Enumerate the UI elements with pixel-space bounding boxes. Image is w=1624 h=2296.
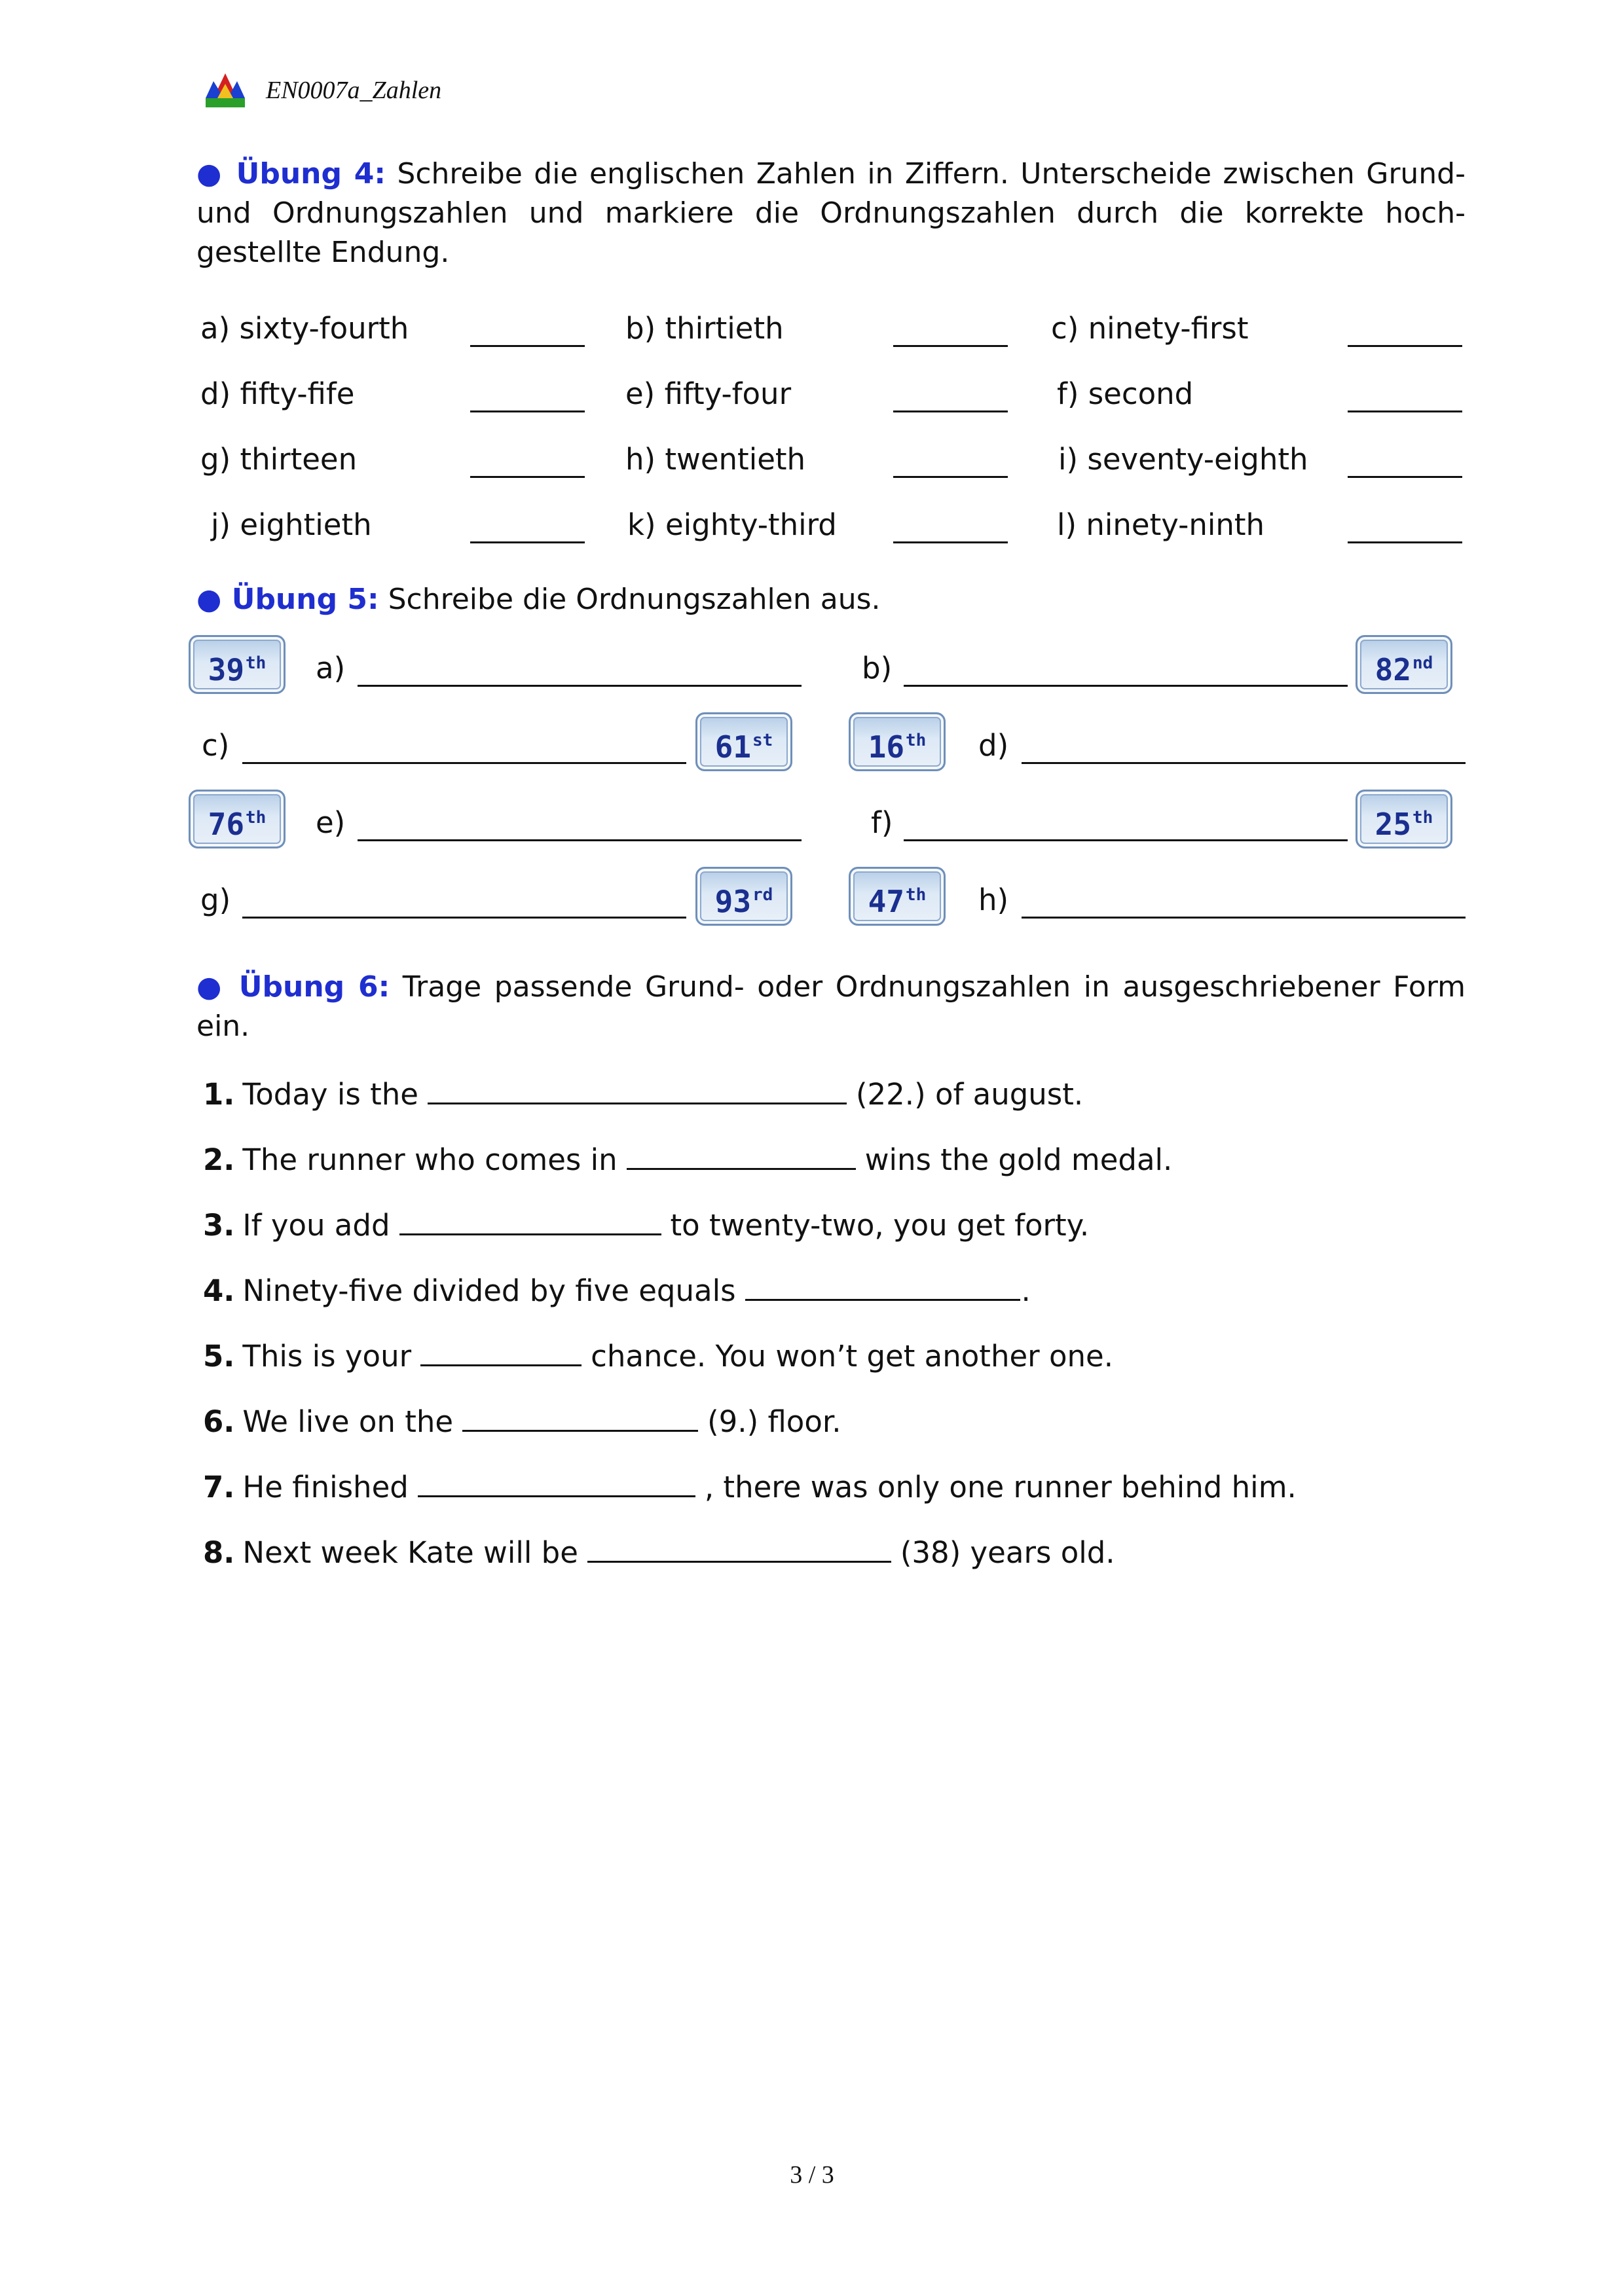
sentence-8: 8. Next week Kate will be (38) years old. — [203, 1532, 1115, 1570]
exercise-4-label: ● Übung 4: — [196, 157, 386, 191]
ordinal-box-g: 93rd — [695, 867, 792, 926]
sentence-4: 4. Ninety-five divided by five equals . — [203, 1270, 1031, 1308]
ordinal-box-b: 82nd — [1356, 635, 1452, 694]
ordinal-box-a: 39th — [189, 635, 286, 694]
ex5-label-b: b) — [862, 651, 893, 685]
ex4-answer-blank-d[interactable] — [470, 410, 585, 412]
ex4-item-k: k) eighty-third — [627, 507, 837, 542]
ex4-item-a: a) sixty-fourth — [200, 311, 409, 346]
sentence-3-blank[interactable] — [399, 1205, 661, 1235]
ordinal-box-h: 47th — [849, 867, 946, 926]
sentence-3: 3. If you add to twenty-two, you get forty. — [203, 1205, 1089, 1243]
sentence-2-blank[interactable] — [627, 1139, 856, 1170]
ex5-answer-line-c[interactable] — [242, 762, 686, 764]
exercise-5-text: Schreibe die Ordnungszahlen aus. — [378, 583, 881, 616]
ex4-item-e: e) fifty-four — [625, 376, 792, 411]
ex5-label-f: f) — [871, 805, 893, 840]
ex4-item-b: b) thirtieth — [625, 311, 784, 346]
ex5-label-g: g) — [200, 883, 231, 917]
ex4-item-j: j) eightieth — [211, 507, 372, 542]
exercise-4-text: Schreibe die englischen Zahlen in Ziffern. Unterscheide zwischen Grund- und Ordnungszahlen und markiere die Ordnungszahlen durch die korrekte hoch-gestellte Endung. — [196, 157, 1466, 269]
exercise-5-instructions — [196, 580, 1466, 619]
sentence-7-blank[interactable] — [418, 1467, 695, 1497]
ex5-answer-line-a[interactable] — [358, 685, 802, 687]
ex4-answer-blank-e[interactable] — [893, 410, 1008, 412]
ordinal-box-d: 16th — [849, 712, 946, 771]
sentence-7: 7. He finished , there was only one runner behind him. — [203, 1467, 1297, 1504]
ex4-answer-blank-a[interactable] — [470, 345, 585, 347]
ex5-answer-line-f[interactable] — [904, 839, 1348, 841]
ex4-item-g: g) thirteen — [200, 442, 358, 477]
logo-icon — [204, 72, 246, 109]
page-header — [204, 71, 441, 110]
ex4-answer-blank-h[interactable] — [893, 476, 1008, 478]
ex4-item-c: c) ninety-first — [1051, 311, 1249, 346]
ex5-answer-line-h[interactable] — [1022, 917, 1466, 919]
ex4-item-f: f) second — [1057, 376, 1194, 411]
ex5-answer-line-d[interactable] — [1022, 762, 1466, 764]
ordinal-box-c: 61st — [695, 712, 792, 771]
page-number: 3 / 3 — [790, 2161, 834, 2189]
ex4-answer-blank-b[interactable] — [893, 345, 1008, 347]
ex4-answer-blank-k[interactable] — [893, 541, 1008, 543]
ex4-answer-blank-f[interactable] — [1348, 410, 1462, 412]
sentence-6-blank[interactable] — [462, 1401, 698, 1432]
sentence-1: 1. Today is the (22.) of august. — [203, 1074, 1083, 1112]
ex4-answer-blank-c[interactable] — [1348, 345, 1462, 347]
document-title: EN0007a_Zahlen — [266, 77, 442, 104]
ex5-label-d: d) — [978, 728, 1009, 763]
sentence-1-blank[interactable] — [428, 1074, 847, 1104]
ex4-item-l: l) ninety-ninth — [1057, 507, 1265, 542]
ex4-answer-blank-i[interactable] — [1348, 476, 1462, 478]
exercise-6-label: ● Übung 6: — [196, 970, 390, 1004]
ex4-item-h: h) twentieth — [625, 442, 806, 477]
sentence-4-blank[interactable] — [745, 1270, 1020, 1301]
ordinal-box-f: 25th — [1356, 790, 1452, 848]
exercise-6-text: Trage passende Grund- oder Ordnungszahlen in ausgeschriebener Form ein. — [196, 970, 1466, 1043]
sentence-6: 6. We live on the (9.) floor. — [203, 1401, 841, 1439]
sentence-2: 2. The runner who comes in wins the gold medal. — [203, 1139, 1172, 1177]
ex5-label-c: c) — [202, 728, 230, 763]
ex5-answer-line-e[interactable] — [358, 839, 802, 841]
ex4-answer-blank-j[interactable] — [470, 541, 585, 543]
ex4-answer-blank-g[interactable] — [470, 476, 585, 478]
ex4-item-i: i) seventy-eighth — [1058, 442, 1308, 477]
ex4-answer-blank-l[interactable] — [1348, 541, 1462, 543]
ex4-item-d: d) fifty-fife — [200, 376, 355, 411]
sentence-5-blank[interactable] — [420, 1336, 581, 1366]
exercise-4-instructions — [196, 155, 1466, 272]
ex5-label-e: e) — [316, 805, 346, 840]
sentence-8-blank[interactable] — [587, 1532, 891, 1563]
ex5-label-a: a) — [316, 651, 346, 685]
ex5-label-h: h) — [978, 883, 1009, 917]
sentence-5: 5. This is your chance. You won’t get another one. — [203, 1336, 1113, 1374]
ex5-answer-line-b[interactable] — [904, 685, 1348, 687]
exercise-6-instructions — [196, 968, 1466, 1046]
ordinal-box-e: 76th — [189, 790, 286, 848]
exercise-5-label: ● Übung 5: — [196, 583, 379, 616]
ex5-answer-line-g[interactable] — [242, 917, 686, 919]
